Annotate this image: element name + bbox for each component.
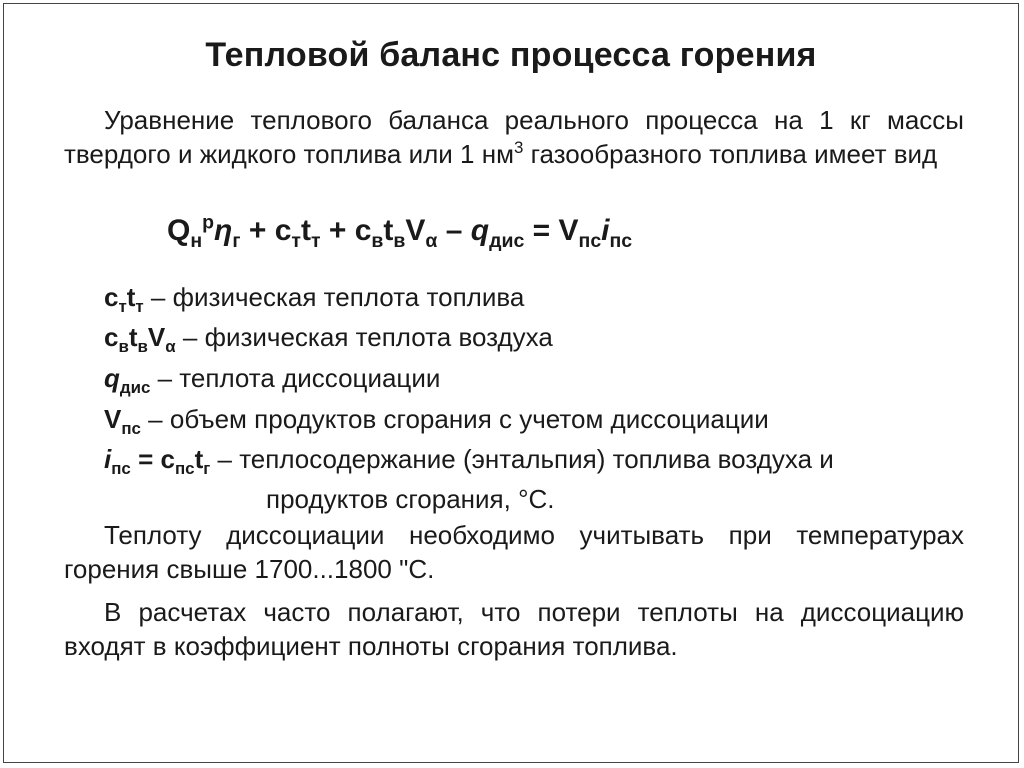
slide bbox=[3, 3, 1019, 763]
intro-paragraph bbox=[64, 103, 964, 171]
slide-title: Тепловой баланс процесса горения bbox=[205, 36, 817, 74]
intro-sup: 3 bbox=[513, 137, 524, 157]
losses-paragraph: В расчетах часто полагают, что потери теплоты на диссоциацию входят в коэффициент полноты сгорания топлива. bbox=[64, 597, 964, 661]
definition-combustion-volume: $V_{пс}$ – объем продуктов сгорания с учетом диссоциации bbox=[104, 404, 769, 438]
definition-fuel-heat: $c_тt_т$ – физическая теплота топлива bbox=[104, 282, 525, 316]
dissociation-paragraph: Теплоту диссоциации необходимо учитывать при температурах горения свыше 1700...1800 "С. bbox=[64, 520, 964, 584]
definition-enthalpy-continuation: продуктов сгорания, °С. bbox=[266, 484, 555, 514]
intro-text-after: газообразного топлива имеет вид bbox=[523, 139, 938, 169]
definition-enthalpy: $i_{пс} = c_{пс}t_г$ – теплосодержание (энтальпия) топлива воздуха и bbox=[104, 444, 834, 478]
intro-text: Уравнение теплового баланса реального процесса на 1 кг массы твердого и жидкого топлива или 1 нм bbox=[64, 105, 964, 169]
definition-air-heat: $c_вt_вV_\alpha$ – физическая теплота воздуха bbox=[104, 322, 553, 356]
definition-dissociation: $q_{дис}$ – теплота диссоциации bbox=[104, 363, 441, 397]
heat-balance-equation: $Q_н^р\eta_г + c_тt_т + c_вt_вV_\alpha - q_{дис} = V_{пс}i_{пс}$ bbox=[167, 211, 633, 252]
